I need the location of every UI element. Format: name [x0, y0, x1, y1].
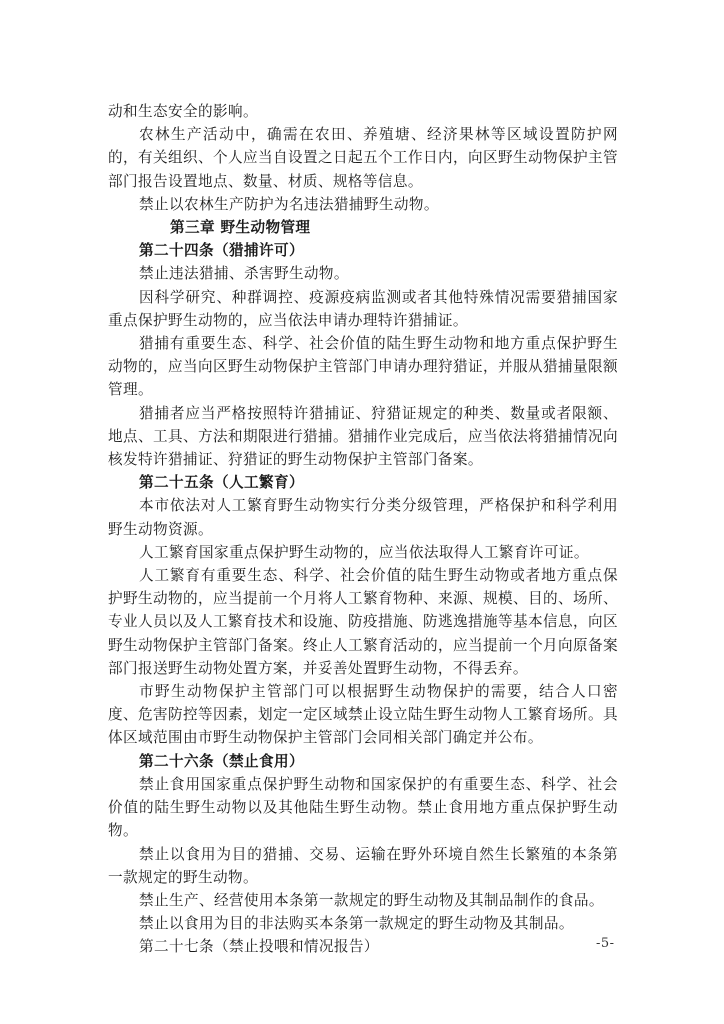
paragraph: 人工繁育国家重点保护野生动物的，应当依法取得人工繁育许可证。 — [139, 543, 589, 561]
paragraph: 因科学研究、种群调控、疫源疫病监测或者其他特殊情况需要猎捕国家重点保护野生动物的，应当依法申请办理特许猎捕证。 — [108, 288, 618, 329]
paragraph: 人工繁育有重要生态、科学、社会价值的陆生野生动物或者地方重点保护野生动物的，应当提前一个月将人工繁育物种、来源、规模、目的、场所、专业人员以及人工繁育技术和设施、防疫措施、防逃逸措施等基本信息，向区野生动物保护主管部门备案。终止人工繁育活动的，应当提前一个月向原备案部门报送野生动物处置方案，并妥善处置野生动物，不得丢弃。 — [108, 567, 618, 677]
paragraph: 农林生产活动中，确需在农田、养殖塘、经济果林等区域设置防护网的，有关组织、个人应当自设置之日起五个工作日内，向区野生动物保护主管部门报告设置地点、数量、材质、规格等信息。 — [108, 126, 618, 190]
paragraph: 本市依法对人工繁育野生动物实行分类分级管理，严格保护和科学利用野生动物资源。 — [108, 497, 618, 538]
article-heading: 第二十七条（禁止投喂和情况报告） — [139, 938, 379, 956]
article-heading: 第二十六条（禁止食用） — [139, 752, 304, 770]
paragraph: 猎捕有重要生态、科学、社会价值的陆生野生动物和地方重点保护野生动物的，应当向区野生动物保护主管部门申请办理狩猎证，并服从猎捕量限额管理。 — [108, 335, 618, 399]
paragraph: 禁止食用国家重点保护野生动物和国家保护的有重要生态、科学、社会价值的陆生野生动物以及其他陆生野生动物。禁止食用地方重点保护野生动物。 — [108, 775, 618, 840]
article-heading: 第二十四条（猎捕许可） — [139, 242, 304, 260]
paragraph: 禁止以食用为目的猎捕、交易、运输在野外环境自然生长繁殖的本条第一款规定的野生动物。 — [108, 845, 618, 886]
paragraph: 禁止违法猎捕、杀害野生动物。 — [139, 265, 349, 283]
paragraph: 禁止生产、经营使用本条第一款规定的野生动物及其制品制作的食品。 — [139, 891, 604, 909]
paragraph: 市野生动物保护主管部门可以根据野生动物保护的需要，结合人口密度、危害防控等因素，划定一定区域禁止设立陆生野生动物人工繁育场所。具体区域范围由市野生动物保护主管部门会同相关部门确定并公布。 — [108, 683, 618, 747]
chapter-heading: 第三章 野生动物管理 — [170, 219, 311, 237]
paragraph: 禁止以食用为目的非法购买本条第一款规定的野生动物及其制品。 — [139, 915, 574, 933]
page-number: -5- — [596, 936, 615, 951]
paragraph: 禁止以农林生产防护为名违法猎捕野生动物。 — [139, 195, 439, 213]
paragraph-continuation: 动和生态安全的影响。 — [108, 103, 258, 120]
paragraph: 猎捕者应当严格按照特许猎捕证、狩猎证规定的种类、数量或者限额、地点、工具、方法和期限进行猎捕。猎捕作业完成后，应当依法将猎捕情况向核发特许猎捕证、狩猎证的野生动物保护主管部门备案。 — [108, 404, 618, 469]
article-heading: 第二十五条（人工繁育） — [139, 474, 304, 492]
body-text — [108, 100, 618, 959]
